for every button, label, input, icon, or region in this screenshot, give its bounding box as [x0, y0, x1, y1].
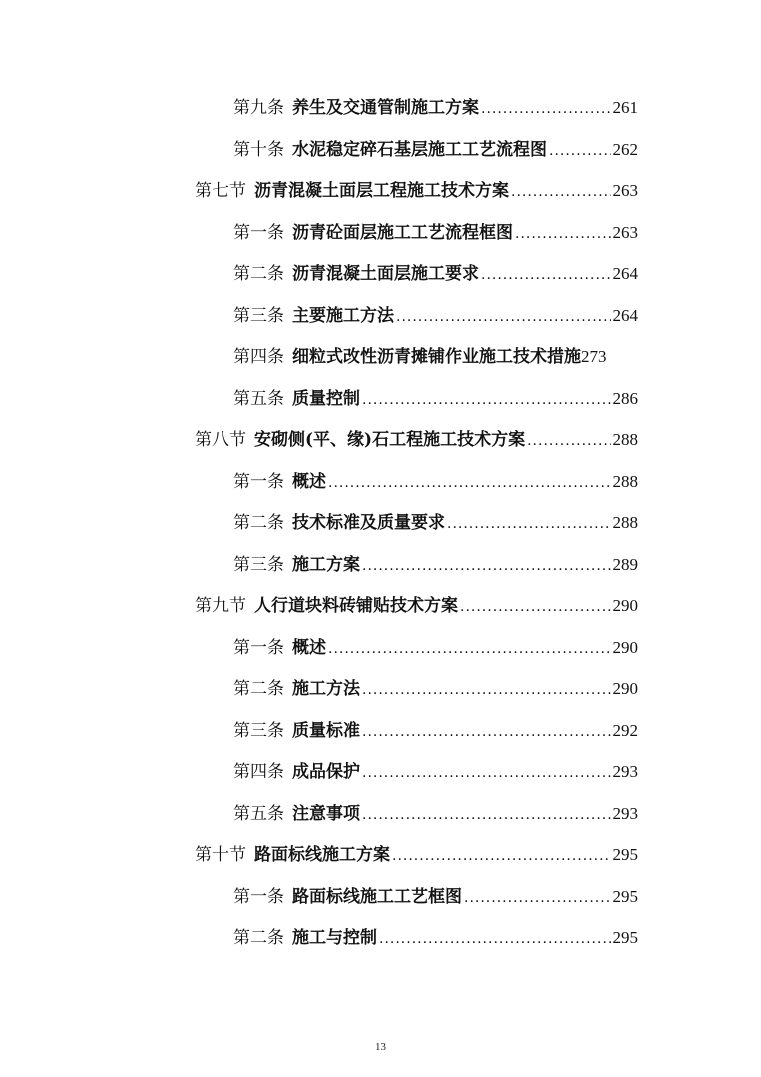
toc-entry[interactable] [233, 503, 638, 533]
toc-entry-page: 290 [612, 637, 638, 657]
toc-leader-dots [362, 557, 611, 575]
toc-entry[interactable] [195, 420, 638, 450]
toc-entry-title: 注意事项 [292, 803, 360, 824]
toc-entry[interactable] [195, 835, 638, 865]
toc-entry[interactable] [233, 254, 638, 284]
toc-leader-dots [464, 889, 611, 907]
toc-entry-number: 第二条 [233, 679, 284, 699]
toc-entry-page: 273 [581, 347, 607, 366]
toc-entry-title: 概述 [292, 637, 326, 658]
toc-entry-number: 第二条 [233, 928, 284, 948]
toc-entry-page: 293 [612, 803, 638, 823]
toc-leader-dots [362, 681, 611, 699]
toc-entry-page: 292 [612, 720, 638, 740]
toc-entry-page: 288 [612, 513, 638, 532]
toc-entry-number: 第九节 [195, 596, 246, 616]
toc-leader-dots [549, 142, 611, 160]
toc-entry-title: 施工方法 [292, 679, 360, 699]
toc-entry-page: 262 [612, 139, 638, 159]
toc-entry-title: 施工方案 [292, 554, 360, 575]
toc-entry-title: 沥青砼面层施工工艺流程框图 [292, 222, 513, 243]
toc-leader-dots [362, 764, 611, 782]
toc-leader-dots [515, 225, 611, 243]
toc-leader-dots [328, 474, 611, 492]
toc-entry-number: 第三条 [233, 305, 284, 326]
toc-entry-title: 路面标线施工工艺框图 [292, 886, 462, 907]
toc-entry-title: 沥青混凝土面层工程施工技术方案 [254, 181, 509, 201]
toc-entry-title: 技术标准及质量要求 [292, 513, 445, 533]
toc-entry-page: 295 [612, 845, 638, 864]
toc-entry-title: 沥青混凝土面层施工要求 [292, 264, 479, 284]
toc-entry-number: 第七节 [195, 181, 246, 201]
toc-entry-number: 第三条 [233, 554, 284, 575]
toc-entry-title: 成品保护 [292, 762, 360, 782]
toc-entry[interactable] [233, 213, 638, 243]
toc-entry-page: 293 [612, 762, 638, 781]
toc-leader-dots [447, 515, 611, 533]
toc-entry-number: 第三条 [233, 720, 284, 741]
toc-entry-title: 养生及交通管制施工方案 [292, 98, 479, 118]
toc-entry-title: 安砌侧(平、缘)石工程施工技术方案 [254, 430, 526, 450]
toc-entry-page: 288 [612, 430, 638, 449]
toc-leader-dots [392, 847, 611, 865]
toc-entry-number: 第五条 [233, 388, 284, 409]
toc-entry-page: 264 [612, 264, 638, 283]
toc-entry[interactable] [233, 877, 638, 907]
toc-entry[interactable] [233, 337, 638, 367]
toc-entry[interactable] [233, 130, 638, 160]
toc-entry-number: 第十条 [233, 139, 284, 160]
toc-entry-page: 295 [612, 928, 638, 947]
toc-entry[interactable] [233, 918, 638, 948]
toc-entry-number: 第九条 [233, 98, 284, 118]
toc-leader-dots [362, 391, 611, 409]
toc-leader-dots [527, 432, 610, 450]
toc-entry[interactable] [233, 545, 638, 575]
toc-entry-title: 路面标线施工方案 [254, 845, 390, 865]
toc-entry-number: 第四条 [233, 762, 284, 782]
toc-entry-page: 290 [612, 596, 638, 615]
toc-entry-number: 第四条 [233, 347, 284, 367]
toc-leader-dots [379, 930, 611, 948]
toc-entry-title: 主要施工方法 [292, 305, 394, 326]
toc-entry-page: 286 [612, 388, 638, 408]
toc-entry[interactable] [233, 379, 638, 409]
toc-leader-dots [481, 100, 611, 118]
toc-leader-dots [362, 806, 611, 824]
toc-entry-number: 第十节 [195, 845, 246, 865]
toc-entry[interactable] [233, 296, 638, 326]
toc-entry-number: 第一条 [233, 886, 284, 907]
toc-entry[interactable] [233, 462, 638, 492]
toc-entry-number: 第八节 [195, 430, 246, 450]
toc-leader-dots [481, 266, 611, 284]
toc-entry[interactable] [233, 794, 638, 824]
toc-leader-dots [362, 723, 611, 741]
toc-entry[interactable] [233, 752, 638, 782]
toc-entry-page: 263 [612, 181, 638, 200]
toc-entry-page: 263 [612, 222, 638, 242]
toc-entry[interactable] [195, 586, 638, 616]
toc-entry-number: 第一条 [233, 637, 284, 658]
toc-entry-page: 289 [612, 554, 638, 574]
toc-entry-number: 第一条 [233, 471, 284, 492]
toc-entry[interactable] [233, 711, 638, 741]
toc-entry-title: 细粒式改性沥青摊铺作业施工技术措施 [292, 347, 581, 367]
toc-entry-title: 水泥稳定碎石基层施工工艺流程图 [292, 139, 547, 160]
toc-leader-dots [328, 640, 611, 658]
toc-leader-dots [460, 598, 611, 616]
toc-leader-dots [396, 308, 611, 326]
toc-entry-title: 概述 [292, 471, 326, 492]
toc-entry-page: 288 [612, 471, 638, 491]
toc-entry[interactable] [195, 171, 638, 201]
toc-entry-page: 264 [612, 305, 638, 325]
toc-entry-number: 第一条 [233, 222, 284, 243]
toc-entry-title: 施工与控制 [292, 928, 377, 948]
toc-entry-number: 第二条 [233, 513, 284, 533]
toc-entry-page: 290 [612, 679, 638, 698]
toc-entry-title: 人行道块料砖铺贴技术方案 [254, 596, 458, 616]
toc-entry-page: 295 [612, 886, 638, 906]
page-number: 13 [375, 1041, 386, 1053]
toc-entry[interactable] [233, 628, 638, 658]
toc-entry-number: 第二条 [233, 264, 284, 284]
toc-entry-title: 质量标准 [292, 720, 360, 741]
toc-leader-dots [511, 183, 611, 201]
toc-entry-number: 第五条 [233, 803, 284, 824]
toc-entry[interactable] [233, 669, 638, 699]
toc-entry-page: 261 [612, 98, 638, 117]
toc-entry-title: 质量控制 [292, 388, 360, 409]
toc-entry[interactable] [233, 88, 638, 118]
